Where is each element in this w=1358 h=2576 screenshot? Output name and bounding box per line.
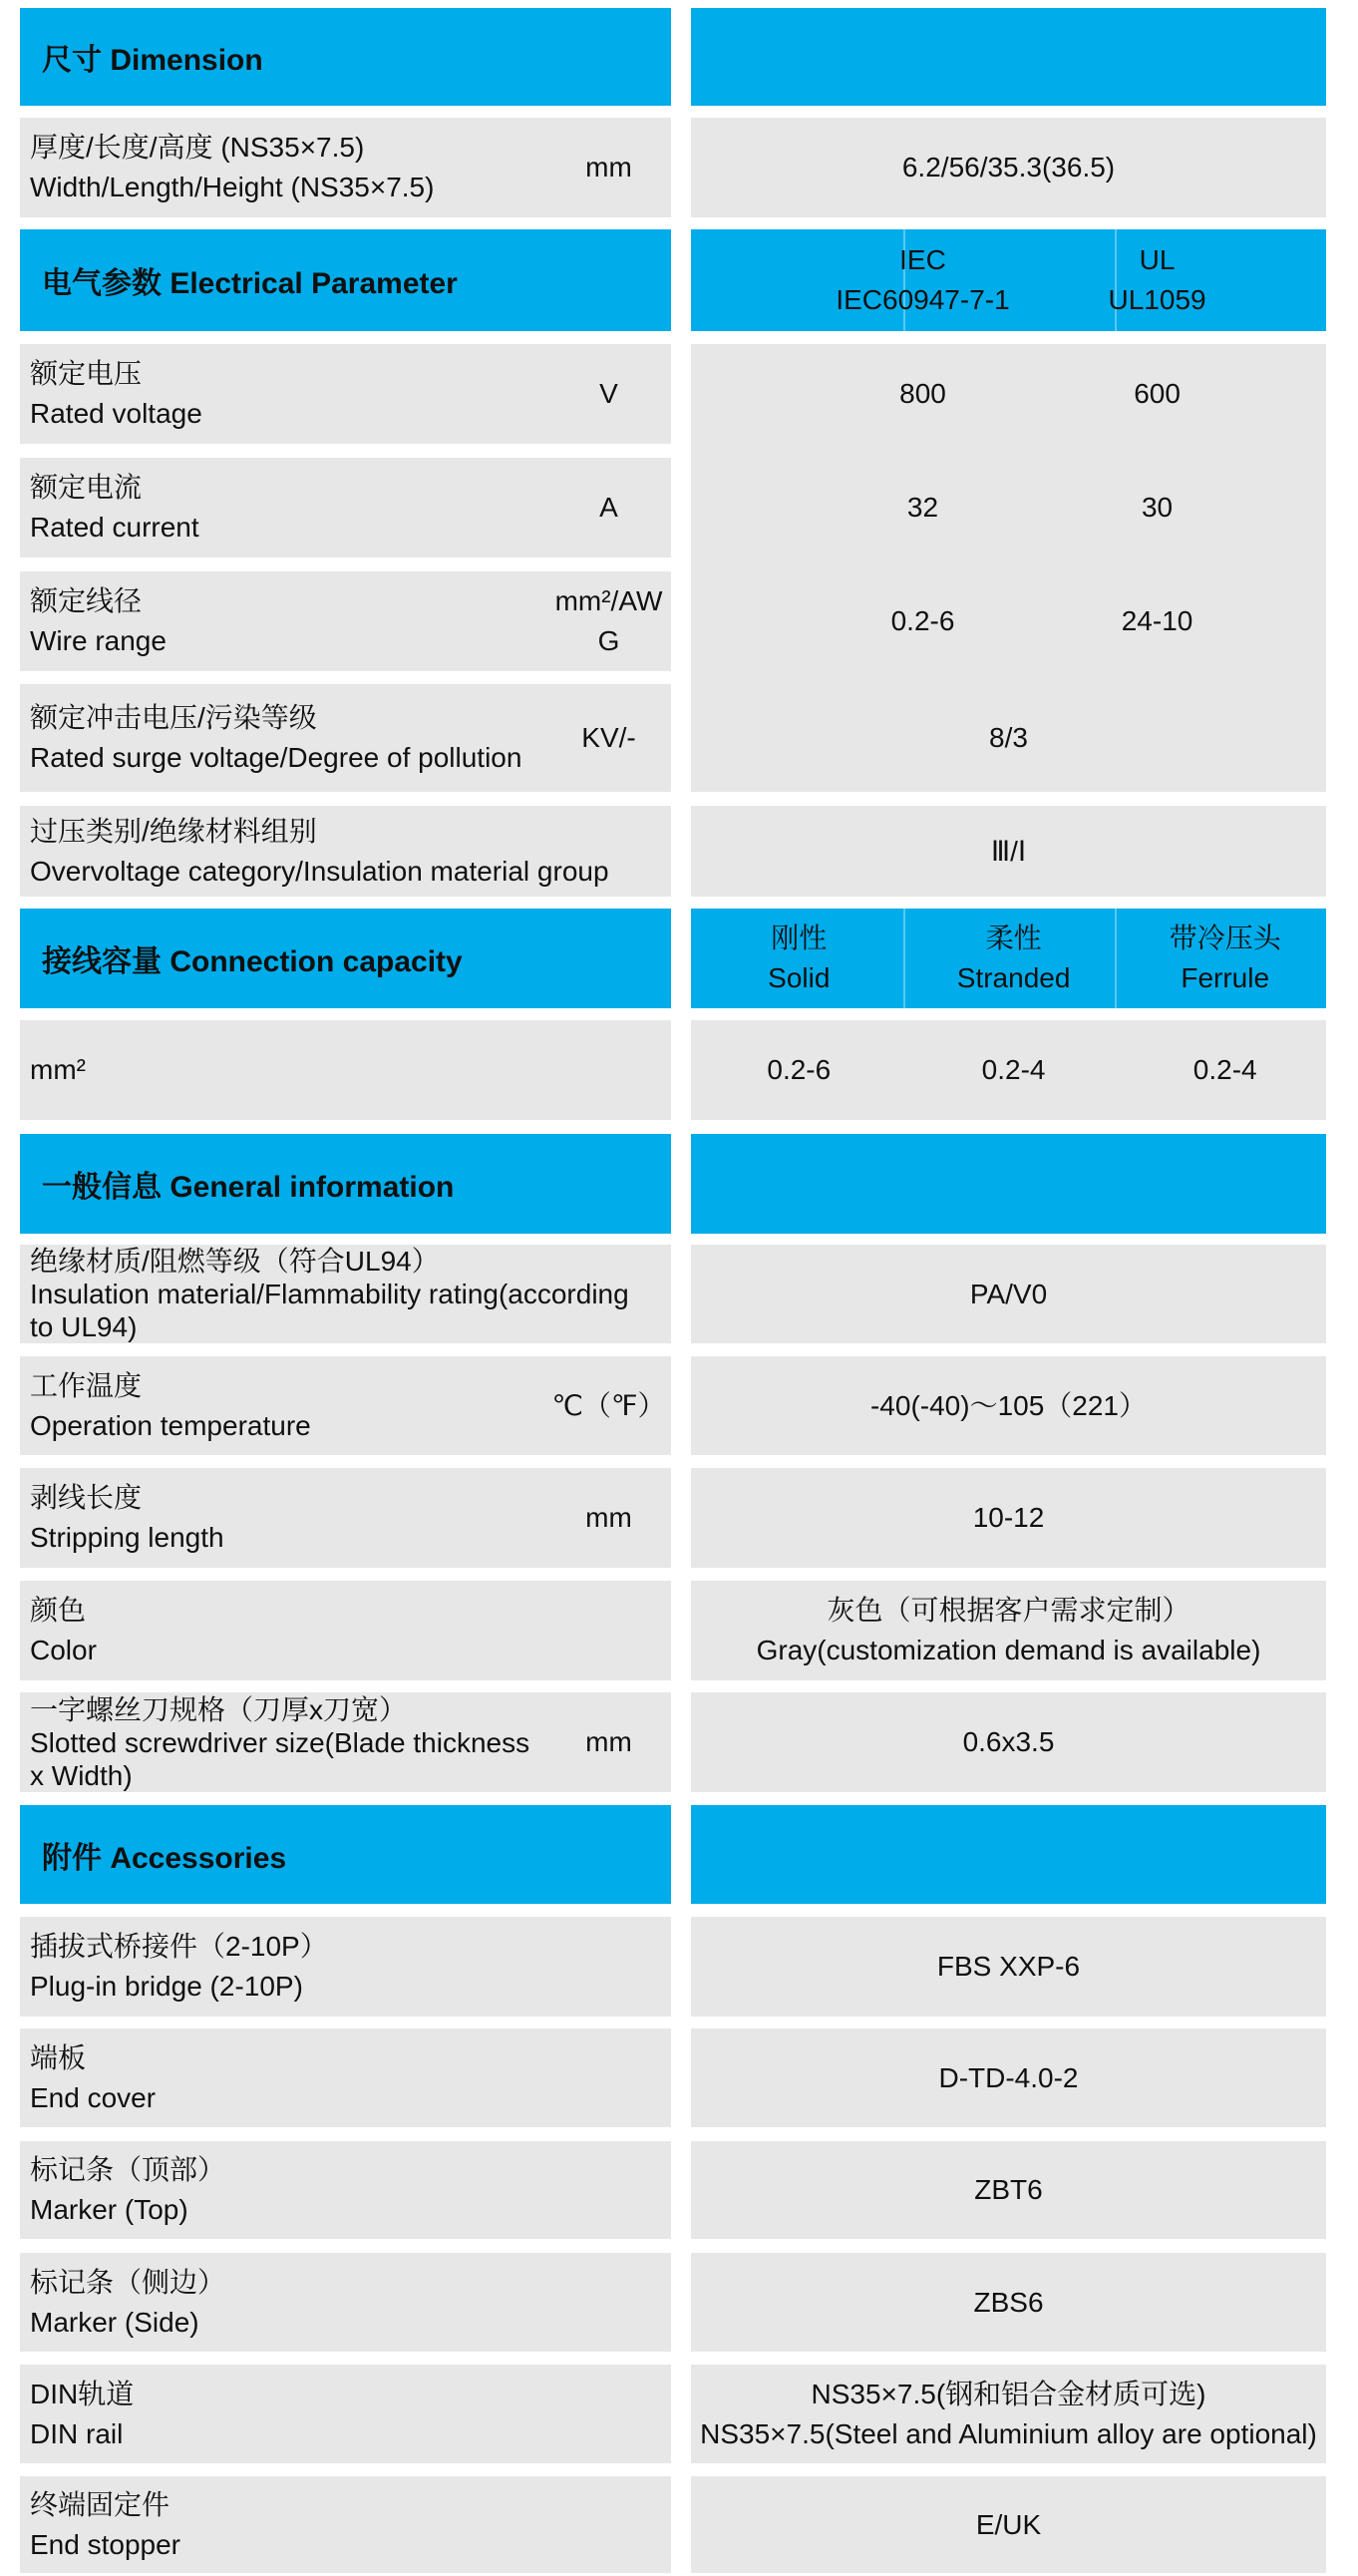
value-cell	[691, 1692, 1326, 1792]
param-cell	[20, 2253, 671, 2352]
section-title: 接线容量 Connection capacity	[42, 945, 463, 978]
row-marker-top	[20, 2141, 1346, 2239]
param-label-en: Stripping length	[30, 1522, 224, 1553]
param-value: D-TD-4.0-2	[938, 2061, 1079, 2093]
section-header-cell	[20, 8, 671, 106]
value-row-rated-current	[691, 458, 1326, 557]
param-label-zh: 厚度/长度/高度 (NS35×7.5)	[30, 132, 365, 163]
param-label-zh: 额定线径	[30, 585, 143, 616]
section-header-electrical	[20, 229, 1346, 331]
param-label-zh: 颜色	[30, 1595, 87, 1626]
value-cell	[691, 806, 1326, 897]
electrical-rows-group	[20, 344, 1346, 792]
param-label-en: Width/Length/Height (NS35×7.5)	[30, 172, 435, 202]
param-label-zh: 过压类别/绝缘材料组别	[30, 815, 317, 847]
param-cell	[20, 1020, 671, 1120]
value-ul: 600	[1134, 378, 1181, 409]
param-label-zh: DIN轨道	[30, 2378, 135, 2409]
value-cell	[691, 1917, 1326, 2017]
row-plug-in-bridge	[20, 1917, 1346, 2017]
param-label-zh: 插拔式桥接件（2-10P）	[30, 1931, 328, 1962]
param-value: 0.6x3.5	[962, 1726, 1055, 1757]
param-cell	[20, 1468, 671, 1568]
param-value: ZBS6	[973, 2286, 1044, 2318]
value-iec: 32	[906, 492, 939, 523]
standard-code: IEC60947-7-1	[836, 284, 1010, 315]
conductor-zh: 柔性	[985, 922, 1042, 953]
row-end-stopper	[20, 2476, 1346, 2573]
param-unit: mm	[585, 1726, 632, 1757]
section-title: 附件 Accessories	[42, 1841, 287, 1875]
value-row-wire-range	[691, 571, 1326, 671]
param-cell-rated-current	[20, 458, 671, 557]
param-label-en: Insulation material/Flammability rating(according to UL94)	[30, 1279, 629, 1342]
conductor-zh: 带冷压头	[1169, 922, 1281, 953]
param-unit: mm²/AWG	[554, 585, 663, 656]
param-unit: mm	[585, 152, 632, 183]
section-header-dimension	[20, 8, 1346, 106]
param-label-en: Rated surge voltage/Degree of pollution	[30, 742, 522, 773]
param-value-en: NS35×7.5(Steel and Aluminium alloy are optional)	[700, 2417, 1317, 2449]
section-title: 尺寸 Dimension	[42, 44, 263, 77]
param-label-en: Operation temperature	[30, 1409, 311, 1441]
conductor-column-ferrule	[1170, 919, 1281, 998]
param-value-zh: 灰色（可根据客户需求定制）	[827, 1595, 1190, 1626]
param-label-zh: 额定冲击电压/污染等级	[30, 702, 317, 733]
value-ferrule: 0.2-4	[1192, 1054, 1257, 1085]
section-header-value-cell	[691, 8, 1326, 106]
conductor-en: Ferrule	[1181, 962, 1270, 993]
param-cell	[20, 118, 671, 217]
standard-code: UL1059	[1108, 284, 1206, 315]
param-unit: A	[599, 492, 618, 523]
merged-value-cell	[691, 344, 1326, 792]
param-cell	[20, 806, 671, 897]
standard-name: IEC	[899, 244, 946, 275]
value-cell	[691, 1245, 1326, 1343]
param-unit: V	[599, 378, 618, 409]
standards-header-cell	[691, 229, 1326, 331]
value-row-surge	[691, 684, 1326, 792]
param-cell	[20, 1245, 671, 1343]
value-cell	[691, 118, 1326, 217]
param-cell	[20, 2141, 671, 2239]
row-width-length-height	[20, 118, 1346, 217]
section-header-general	[20, 1134, 1346, 1234]
row-color	[20, 1581, 1346, 1680]
param-label-zh: 绝缘材质/阻燃等级（符合UL94）	[30, 1246, 440, 1277]
value-cell	[691, 1020, 1326, 1120]
value: 8/3	[989, 722, 1028, 753]
row-insulation	[20, 1245, 1346, 1343]
value-cell	[691, 2476, 1326, 2573]
row-marker-side	[20, 2253, 1346, 2352]
param-label-zh: 标记条（顶部）	[30, 2154, 226, 2185]
section-header-cell	[20, 229, 671, 331]
param-value: PA/V0	[969, 1278, 1048, 1309]
param-value-en: Gray(customization demand is available)	[756, 1635, 1261, 1665]
param-label-zh: 终端固定件	[30, 2488, 170, 2520]
section-header-value-cell	[691, 1134, 1326, 1234]
param-label-zh: 标记条（侧边）	[30, 2266, 226, 2298]
value-cell	[691, 1356, 1326, 1455]
standard-name: UL	[1139, 244, 1176, 275]
param-label-en: End cover	[30, 2081, 157, 2113]
conductor-en: Solid	[768, 962, 831, 993]
param-cell	[20, 2028, 671, 2127]
value-iec: 0.2-6	[890, 605, 955, 636]
conductor-column-stranded	[957, 919, 1071, 998]
param-label-zh: 额定电流	[30, 472, 143, 503]
section-title: 一般信息 General information	[42, 1171, 455, 1204]
section-title: 电气参数 Electrical Parameter	[42, 267, 458, 300]
param-label-en: DIN rail	[30, 2417, 124, 2449]
param-label-zh: 剥线长度	[30, 1482, 143, 1513]
param-cell	[20, 2476, 671, 2573]
param-cell-wire-range	[20, 571, 671, 671]
param-value: 6.2/56/35.3(36.5)	[901, 152, 1116, 183]
param-label-zh: mm²	[30, 1054, 86, 1085]
param-label-zh: 端板	[30, 2041, 87, 2073]
row-connection-mm2	[20, 1020, 1346, 1120]
param-cell	[20, 1356, 671, 1455]
param-cell	[20, 1692, 671, 1792]
param-unit: mm	[585, 1502, 632, 1533]
row-end-cover	[20, 2028, 1346, 2127]
param-unit: ℃（℉）	[551, 1389, 666, 1421]
row-operation-temperature	[20, 1356, 1346, 1455]
value-cell	[691, 1468, 1326, 1568]
param-cell	[20, 2365, 671, 2463]
section-header-accessories	[20, 1805, 1346, 1904]
section-header-cell	[20, 909, 671, 1008]
param-value: 10-12	[972, 1502, 1045, 1533]
param-label-zh: 工作温度	[30, 1369, 143, 1401]
value-row-rated-voltage	[691, 344, 1326, 444]
value-ul: 30	[1141, 492, 1174, 523]
standard-column-iec	[836, 240, 1009, 320]
value-ul: 24-10	[1121, 605, 1193, 636]
param-value: Ⅲ/Ⅰ	[990, 835, 1027, 867]
param-value-zh: NS35×7.5(钢和铝合金材质可选)	[811, 2378, 1206, 2409]
param-value: E/UK	[975, 2508, 1042, 2540]
section-header-cell	[20, 1134, 671, 1234]
param-cell-surge-voltage	[20, 684, 671, 792]
row-overvoltage	[20, 806, 1346, 897]
value-solid: 0.2-6	[767, 1054, 832, 1085]
param-label-zh: 一字螺丝刀规格（刀厚x刀宽）	[30, 1693, 408, 1725]
section-header-value-cell	[691, 1805, 1326, 1904]
param-label-en: End stopper	[30, 2528, 180, 2560]
param-label-en: Plug-in bridge (2-10P)	[30, 1971, 303, 2002]
row-stripping-length	[20, 1468, 1346, 1568]
param-label-en: Slotted screwdriver size(Blade thickness x Width)	[30, 1726, 530, 1791]
param-value: ZBT6	[974, 2174, 1043, 2205]
value-cell	[691, 1581, 1326, 1680]
value-cell	[691, 2028, 1326, 2127]
param-unit: KV/-	[581, 722, 636, 753]
conductor-en: Stranded	[956, 962, 1071, 993]
section-header-cell	[20, 1805, 671, 1904]
param-cell	[20, 1917, 671, 2017]
row-din-rail	[20, 2365, 1346, 2463]
param-label-en: Marker (Top)	[30, 2194, 188, 2225]
param-label-en: Color	[30, 1635, 97, 1665]
param-cell-rated-voltage	[20, 344, 671, 444]
value-cell	[691, 2253, 1326, 2352]
value-stranded: 0.2-4	[981, 1054, 1046, 1085]
conductor-zh: 刚性	[771, 922, 828, 953]
standard-column-ul	[1109, 240, 1206, 320]
param-cell	[20, 1581, 671, 1680]
param-value: FBS XXP-6	[936, 1951, 1081, 1982]
conductor-column-solid	[768, 919, 830, 998]
row-screwdriver-size	[20, 1692, 1346, 1792]
param-label-zh: 额定电压	[30, 358, 143, 389]
section-header-connection	[20, 909, 1346, 1008]
value-cell	[691, 2141, 1326, 2239]
value-iec: 800	[899, 378, 946, 409]
param-label-en: Rated voltage	[30, 398, 202, 429]
param-label-en: Overvoltage category/Insulation material group	[30, 855, 609, 887]
param-label-en: Rated current	[30, 512, 199, 543]
param-label-en: Wire range	[30, 625, 167, 656]
param-label-en: Marker (Side)	[30, 2306, 199, 2338]
conductor-type-header-cell	[691, 909, 1326, 1008]
param-value: -40(-40)～105（221）	[869, 1389, 1148, 1421]
value-cell	[691, 2365, 1326, 2463]
